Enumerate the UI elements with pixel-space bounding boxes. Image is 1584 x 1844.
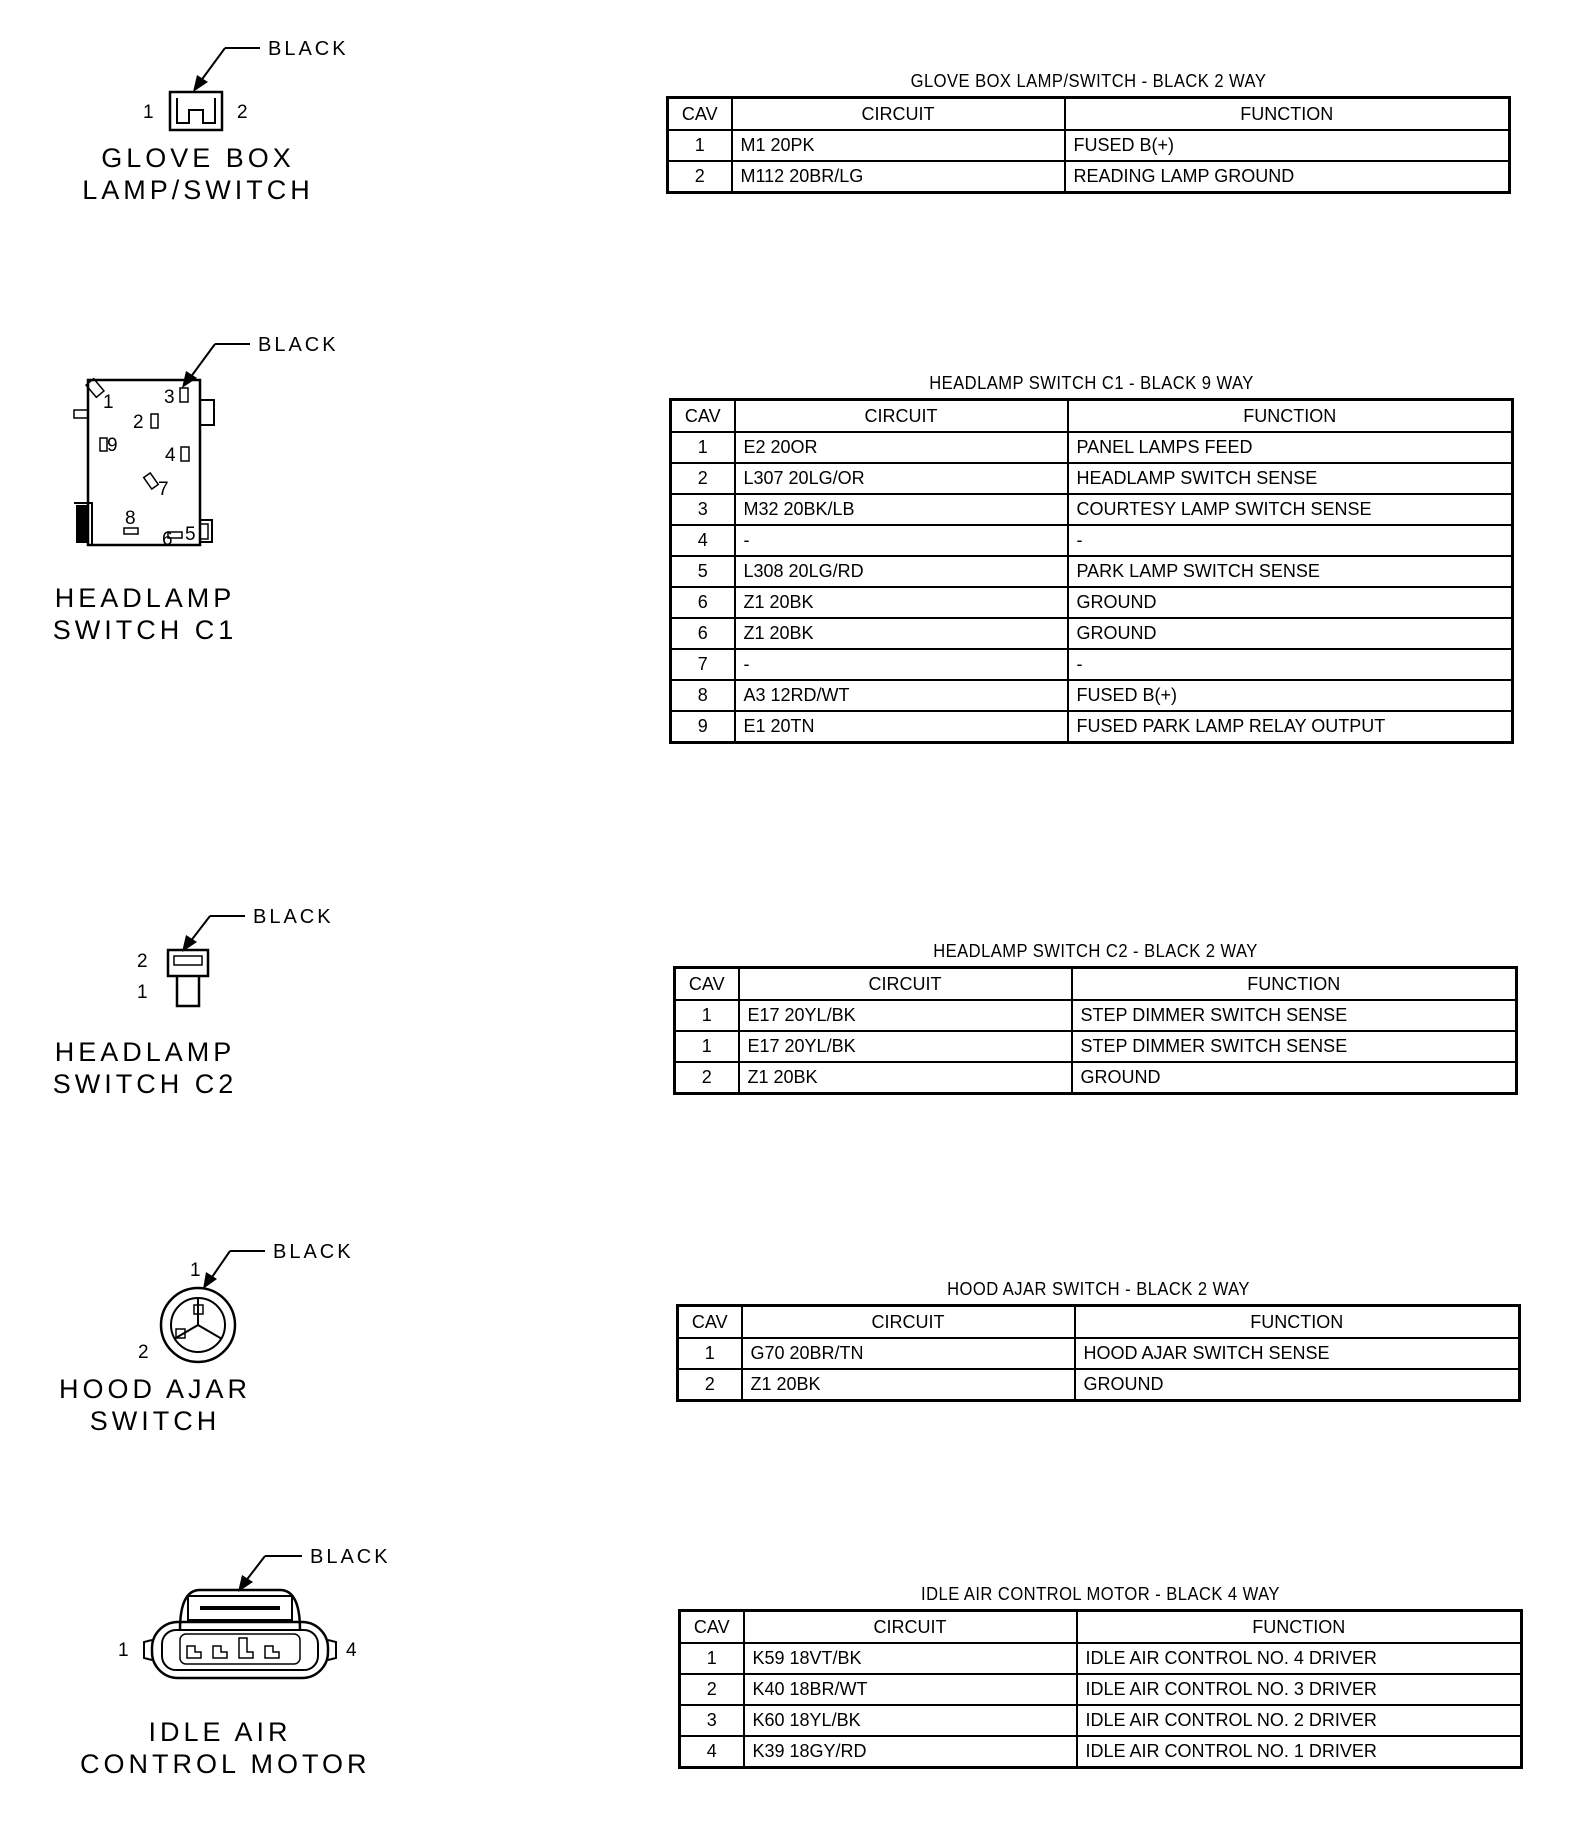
function-cell: IDLE AIR CONTROL NO. 1 DRIVER [1077,1736,1522,1768]
cav-cell: 2 [671,463,735,494]
connector-headlamp-c2 [40,890,460,1150]
pin-label: 9 [107,435,118,456]
connector-name-line: HEADLAMP [54,1037,236,1067]
pin-label: 1 [118,1640,129,1661]
color-label: BLACK [310,1546,391,1568]
circuit-cell: K59 18VT/BK [744,1643,1077,1674]
cav-cell: 8 [671,680,735,711]
cav-cell: 2 [668,161,732,193]
cav-cell: 2 [680,1674,744,1705]
table-row [671,525,1513,556]
pin-label: 4 [165,445,176,466]
pinout-table [676,1304,1521,1402]
connector-idle-air [40,1530,460,1790]
table-row [678,1369,1520,1401]
cav-cell: 7 [671,649,735,680]
function-cell: STEP DIMMER SWITCH SENSE [1072,1031,1517,1062]
cav-cell: 2 [678,1369,742,1401]
header-cav: CAV [675,968,739,1001]
function-cell: FUSED B(+) [1065,130,1510,161]
connector-name-line: HOOD AJAR [58,1374,252,1404]
pinout-table-glove-box [666,70,1511,194]
header-function: FUNCTION [1068,400,1513,433]
circuit-cell: Z1 20BK [735,587,1068,618]
table-row [671,680,1513,711]
idle-air-connector-icon [40,1530,460,1710]
connector-name [40,1373,270,1437]
cav-cell: 1 [668,130,732,161]
function-cell: GROUND [1075,1369,1520,1401]
cav-cell: 1 [678,1338,742,1369]
pinout-table-hood-ajar [676,1278,1521,1402]
circuit-cell: - [735,649,1068,680]
pin-label: 1 [143,102,154,123]
pin-label: 2 [137,951,148,972]
color-label: BLACK [258,334,339,356]
table-row [671,556,1513,587]
headlamp-c1-connector-icon [40,320,460,550]
cav-cell: 1 [675,1000,739,1031]
pinout-table [678,1609,1523,1769]
circuit-cell: K39 18GY/RD [744,1736,1077,1768]
connector-glove-box [40,20,460,280]
connector-name [80,1716,371,1780]
table-title: HEADLAMP SWITCH C1 - BLACK 9 WAY [929,373,1254,393]
function-cell: COURTESY LAMP SWITCH SENSE [1068,494,1513,525]
table-row [675,1062,1517,1094]
pin-label: 6 [162,529,173,550]
cav-cell: 5 [671,556,735,587]
connector-name-line: LAMP/SWITCH [82,175,314,205]
circuit-cell: G70 20BR/TN [742,1338,1075,1369]
function-cell: IDLE AIR CONTROL NO. 3 DRIVER [1077,1674,1522,1705]
connector-name-line: SWITCH C1 [52,615,238,645]
header-circuit: CIRCUIT [732,98,1065,131]
table-row [678,1338,1520,1369]
table-header-row [668,98,1510,131]
table-header-row [675,968,1517,1001]
header-cav: CAV [680,1611,744,1644]
function-cell: - [1068,525,1513,556]
pinout-table-headlamp-c2 [673,940,1518,1095]
connector-name-line: CONTROL MOTOR [80,1749,371,1779]
connector-name-line: HEADLAMP [54,583,236,613]
table-row [680,1736,1522,1768]
pin-label: 1 [137,982,148,1003]
function-cell: HOOD AJAR SWITCH SENSE [1075,1338,1520,1369]
connector-name-line: SWITCH C2 [52,1069,238,1099]
cav-cell: 1 [680,1643,744,1674]
cav-cell: 3 [680,1705,744,1736]
circuit-cell: E17 20YL/BK [739,1031,1072,1062]
table-row [680,1705,1522,1736]
table-row [671,463,1513,494]
table-title: GLOVE BOX LAMP/SWITCH - BLACK 2 WAY [910,71,1267,91]
function-cell: FUSED PARK LAMP RELAY OUTPUT [1068,711,1513,743]
connector-name [40,582,250,646]
header-function: FUNCTION [1075,1306,1520,1339]
circuit-cell: E17 20YL/BK [739,1000,1072,1031]
connector-name [40,1036,250,1100]
circuit-cell: K40 18BR/WT [744,1674,1077,1705]
table-row [671,618,1513,649]
color-label: BLACK [268,38,349,60]
pinout-table [673,966,1518,1095]
header-cav: CAV [671,400,735,433]
connector-name-line: GLOVE BOX [101,143,295,173]
header-function: FUNCTION [1072,968,1517,1001]
cav-cell: 9 [671,711,735,743]
color-label: BLACK [253,906,334,928]
hood-ajar-connector-icon [40,1225,460,1365]
headlamp-c2-connector-icon [40,890,460,1030]
header-function: FUNCTION [1065,98,1510,131]
table-row [668,130,1510,161]
header-circuit: CIRCUIT [739,968,1072,1001]
circuit-cell: L307 20LG/OR [735,463,1068,494]
table-row [671,649,1513,680]
table-header-row [680,1611,1522,1644]
connector-name-line: SWITCH [89,1406,221,1436]
table-row [675,1031,1517,1062]
cav-cell: 6 [671,618,735,649]
function-cell: STEP DIMMER SWITCH SENSE [1072,1000,1517,1031]
circuit-cell: E1 20TN [735,711,1068,743]
pin-label: 1 [190,1260,201,1281]
table-title: HEADLAMP SWITCH C2 - BLACK 2 WAY [933,941,1258,961]
cav-cell: 4 [671,525,735,556]
header-cav: CAV [678,1306,742,1339]
connector-name [68,142,328,206]
circuit-cell: Z1 20BK [742,1369,1075,1401]
table-row [668,161,1510,193]
table-row [680,1674,1522,1705]
pin-label: 8 [125,508,136,529]
header-circuit: CIRCUIT [742,1306,1075,1339]
function-cell: READING LAMP GROUND [1065,161,1510,193]
function-cell: HEADLAMP SWITCH SENSE [1068,463,1513,494]
table-header-row [671,400,1513,433]
pinout-table-idle-air [678,1583,1523,1769]
circuit-cell: A3 12RD/WT [735,680,1068,711]
table-header-row [678,1306,1520,1339]
circuit-cell: M112 20BR/LG [732,161,1065,193]
table-title: IDLE AIR CONTROL MOTOR - BLACK 4 WAY [921,1584,1280,1604]
connector-hood-ajar [40,1225,460,1485]
circuit-cell: - [735,525,1068,556]
circuit-cell: M1 20PK [732,130,1065,161]
pin-label: 7 [158,479,169,500]
header-function: FUNCTION [1077,1611,1522,1644]
header-cav: CAV [668,98,732,131]
connector-headlamp-c1 [40,320,460,660]
cav-cell: 2 [675,1062,739,1094]
cav-cell: 3 [671,494,735,525]
function-cell: GROUND [1072,1062,1517,1094]
circuit-cell: E2 20OR [735,432,1068,463]
cav-cell: 1 [671,432,735,463]
header-circuit: CIRCUIT [735,400,1068,433]
function-cell: PANEL LAMPS FEED [1068,432,1513,463]
function-cell: PARK LAMP SWITCH SENSE [1068,556,1513,587]
circuit-cell: Z1 20BK [739,1062,1072,1094]
function-cell: - [1068,649,1513,680]
function-cell: GROUND [1068,618,1513,649]
pin-label: 3 [164,387,175,408]
function-cell: FUSED B(+) [1068,680,1513,711]
pinout-table [666,96,1511,194]
table-row [671,494,1513,525]
pinout-table-headlamp-c1 [669,372,1514,744]
table-row [671,432,1513,463]
pinout-table [669,398,1514,744]
function-cell: GROUND [1068,587,1513,618]
table-row [671,587,1513,618]
table-row [675,1000,1517,1031]
pin-label: 1 [103,392,114,413]
pin-label: 2 [237,102,248,123]
circuit-cell: K60 18YL/BK [744,1705,1077,1736]
color-label: BLACK [273,1241,354,1263]
circuit-cell: Z1 20BK [735,618,1068,649]
table-row [671,711,1513,743]
circuit-cell: M32 20BK/LB [735,494,1068,525]
function-cell: IDLE AIR CONTROL NO. 4 DRIVER [1077,1643,1522,1674]
connector-name-line: IDLE AIR [148,1717,292,1747]
cav-cell: 4 [680,1736,744,1768]
pin-label: 5 [185,524,196,545]
header-circuit: CIRCUIT [744,1611,1077,1644]
pin-label: 4 [346,1640,357,1661]
function-cell: IDLE AIR CONTROL NO. 2 DRIVER [1077,1705,1522,1736]
pin-label: 2 [138,1342,149,1363]
table-row [680,1643,1522,1674]
cav-cell: 1 [675,1031,739,1062]
circuit-cell: L308 20LG/RD [735,556,1068,587]
table-title: HOOD AJAR SWITCH - BLACK 2 WAY [947,1279,1250,1299]
cav-cell: 6 [671,587,735,618]
pin-label: 2 [133,412,144,433]
